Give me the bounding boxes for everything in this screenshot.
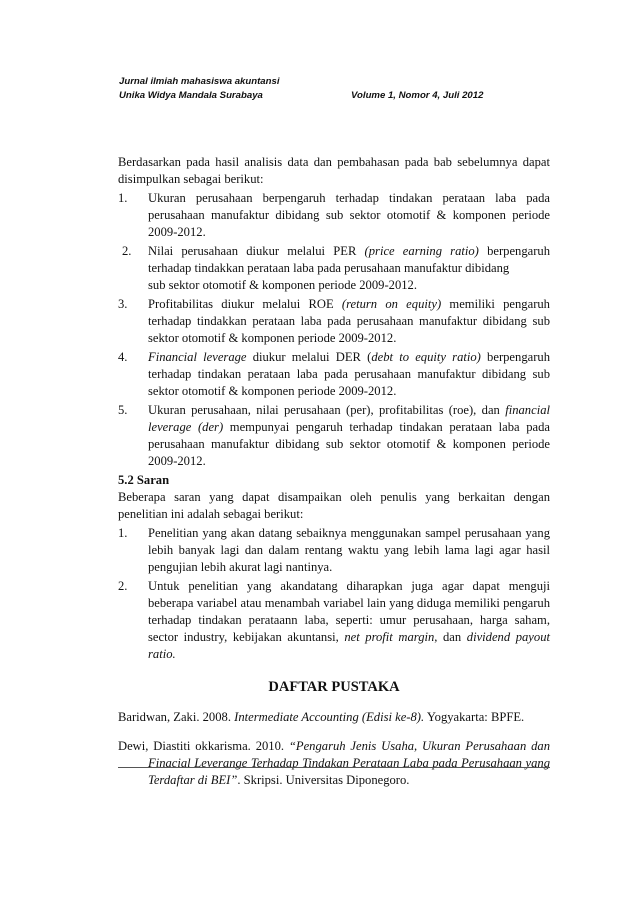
conclusion-item-5	[118, 402, 550, 470]
conclusion-intro: Berdasarkan pada hasil analisis data dan pembahasan pada bab sebelumnya dapat disimpulkan sebagai berikut:	[118, 155, 550, 186]
item-text: Financial leverage diukur melalui DER (debt to equity ratio) berpengaruh terhadap tindakan perataan laba pada perusahaan manufaktur dibidang sub sektor otomotif & komponen periode 2009-2012.	[148, 350, 550, 398]
item-text: Nilai perusahaan diukur melalui PER (price earning ratio) berpengaruh terhadap tindakkan perataan laba pada perusahaan manufaktur dibidang sub sektor otomotif & komponen periode 2009-2012.	[148, 244, 551, 292]
item-number: 4.	[118, 350, 128, 364]
item-number: 3.	[118, 297, 128, 311]
reference-2: Dewi, Diastiti okkarisma. 2010. “Pengaruh Jenis Usaha, Ukuran Perusahaan dan Finacial Leverange Terhadap Tindakan Perataan Laba pada Perusahaan yang Terdaftar di BEI”. Skripsi. Universitas Diponegoro.	[118, 739, 550, 787]
reference-1: Baridwan, Zaki. 2008. Intermediate Accounting (Edisi ke-8). Yogyakarta: BPFE.	[118, 710, 525, 724]
item-text: Ukuran perusahaan berpengaruh terhadap tindakan perataan laba pada perusahaan manufaktur dibidang sub sektor otomotif & komponen periode 2009-2012.	[148, 191, 550, 239]
suggestion-intro: Beberapa saran yang dapat disampaikan oleh penulis yang berkaitan dengan penelitian ini adalah sebagai berikut:	[118, 490, 550, 521]
item-number: 2.	[118, 579, 128, 593]
conclusion-item-1	[118, 190, 550, 241]
suggestion-item-1	[118, 525, 550, 576]
item-text: Profitabilitas diukur melalui ROE (return on equity) memiliki pengaruh terhadap tindakkan perataan laba pada perusahaan manufaktur dibidang sub sektor otomotif & komponen periode 2009-2012.	[148, 297, 550, 345]
volume-info: Volume 1, Nomor 4, Juli 2012	[351, 90, 484, 101]
item-number: 1.	[118, 526, 128, 540]
item-number: 1.	[118, 191, 128, 205]
item-text: Penelitian yang akan datang sebaiknya menggunakan sampel perusahaan yang lebih banyak lagi dan dalam rentang waktu yang lebih lama lagi agar hasil pengujian lebih akurat lagi nantinya.	[148, 526, 550, 574]
conclusion-item-3	[118, 296, 550, 347]
journal-name: Jurnal ilmiah mahasiswa akuntansi	[119, 76, 280, 87]
footer-rule	[118, 767, 550, 768]
item-number: 2.	[122, 244, 132, 258]
paper-body	[118, 154, 550, 789]
suggestion-item-2	[118, 578, 550, 663]
item-text: Untuk penelitian yang akandatang diharapkan juga agar dapat menguji beberapa variabel atau menambah variabel lain yang diduga memiliki pengaruh terhadap tindakan perataann laba, seperti: umur perusahaan, harga saham, sector industry, kebijakan akuntansi, net profit margin, dan dividend payout ratio.	[148, 579, 550, 661]
bibliography-heading: DAFTAR PUSTAKA	[268, 679, 400, 695]
section-heading-saran: 5.2 Saran	[118, 473, 170, 487]
item-text: Ukuran perusahaan, nilai perusahaan (per), profitabilitas (roe), dan financial leverage (der) mempunyai pengaruh terhadap tindakan perataan laba pada perusahaan manufaktur dibidang sub sektor otomotif & komponen periode 2009-2012.	[148, 403, 551, 468]
item-number: 5.	[118, 403, 128, 417]
conclusion-item-4	[118, 349, 550, 400]
conclusion-item-2	[118, 243, 550, 294]
university-name: Unika Widya Mandala Surabaya	[119, 90, 263, 101]
journal-header	[119, 75, 529, 103]
